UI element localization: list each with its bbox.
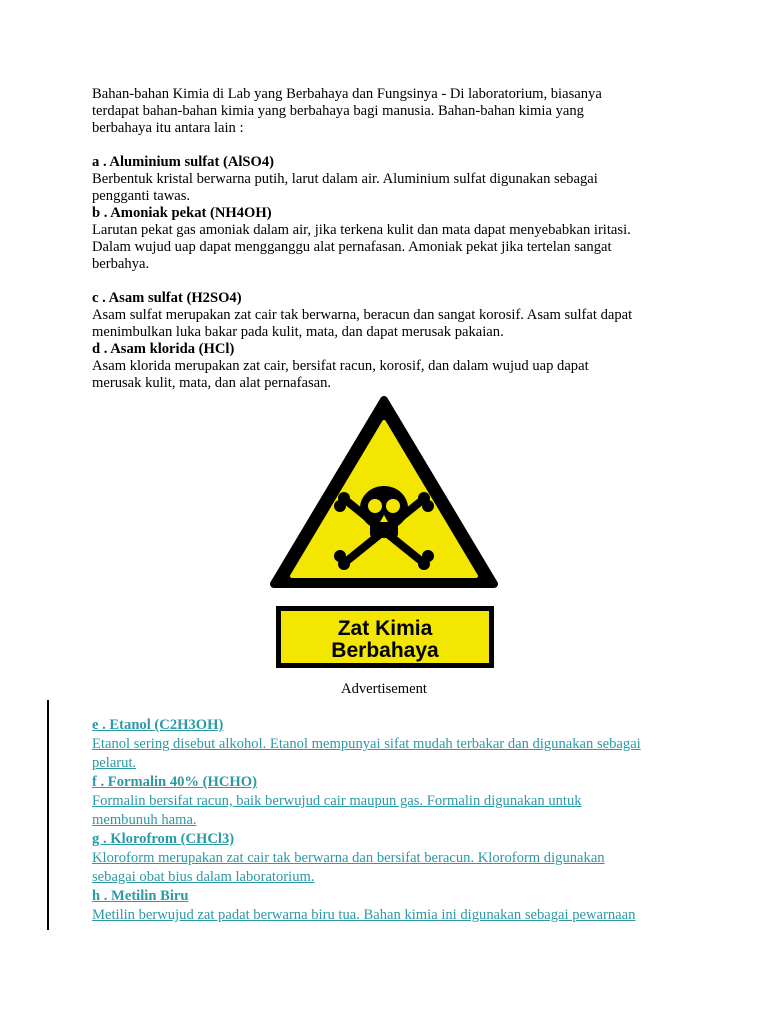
link-text[interactable]: pelarut. xyxy=(92,755,137,771)
link-heading-metilin-biru[interactable]: h . Metilin Biru xyxy=(92,888,189,904)
link-text[interactable]: Metilin berwujud zat padat berwarna biru tua. Bahan kimia ini digunakan sebagai pewarnaan xyxy=(92,907,636,923)
link-text[interactable]: Kloroform merupakan zat cair tak berwarna dan bersifat beracun. Kloroform digunakan xyxy=(92,850,605,866)
margin-rule xyxy=(47,700,49,930)
link-heading-formalin[interactable]: f . Formalin 40% (HCHO) xyxy=(92,774,257,790)
item-text: berbahya. xyxy=(92,256,150,272)
item-text: Dalam wujud uap dapat mengganggu alat pernafasan. Amoniak pekat jika tertelan sangat xyxy=(92,239,612,255)
item-heading-amoniak-pekat: b . Amoniak pekat (NH4OH) xyxy=(92,205,272,221)
advertisement-label: Advertisement xyxy=(341,681,427,697)
item-text: menimbulkan luka bakar pada kulit, mata, dan dapat merusak pakaian. xyxy=(92,324,504,340)
sign-label-line1: Zat Kimia xyxy=(337,617,433,640)
item-text: merusak kulit, mata, dan alat pernafasan. xyxy=(92,375,332,391)
intro-line: terdapat bahan-bahan kimia yang berbahaya bagi manusia. Bahan-bahan kimia yang xyxy=(92,103,584,119)
link-text[interactable]: Formalin bersifat racun, baik berwujud cair maupun gas. Formalin digunakan untuk xyxy=(92,793,582,809)
link-heading-etanol[interactable]: e . Etanol (C2H3OH) xyxy=(92,717,224,733)
item-heading-aluminium-sulfat: a . Aluminium sulfat (AlSO4) xyxy=(92,154,275,170)
hazard-sign-graphic xyxy=(268,392,500,670)
linked-items-section xyxy=(92,716,712,925)
article-body xyxy=(92,86,712,392)
item-text: Larutan pekat gas amoniak dalam air, jika terkena kulit dan mata dapat menyebabkan iritasi. xyxy=(92,222,631,238)
item-text: Berbentuk kristal berwarna putih, larut dalam air. Aluminium sulfat digunakan sebagai xyxy=(92,171,598,187)
item-text: Asam sulfat merupakan zat cair tak berwarna, beracun dan sangat korosif. Asam sulfat dapat xyxy=(92,307,633,323)
sign-label-line2: Berbahaya xyxy=(331,639,439,662)
link-text[interactable]: membunuh hama. xyxy=(92,812,197,828)
hazard-sign-image xyxy=(268,392,500,670)
link-text[interactable]: Etanol sering disebut alkohol. Etanol mempunyai sifat mudah terbakar dan digunakan sebagai xyxy=(92,736,641,752)
link-heading-kloroform[interactable]: g . Klorofrom (CHCl3) xyxy=(92,831,235,847)
item-text: pengganti tawas. xyxy=(92,188,191,204)
intro-line: Bahan-bahan Kimia di Lab yang Berbahaya dan Fungsinya - Di laboratorium, biasanya xyxy=(92,86,602,102)
intro-line: berbahaya itu antara lain : xyxy=(92,120,244,136)
link-text[interactable]: sebagai obat bius dalam laboratorium. xyxy=(92,869,315,885)
item-text: Asam klorida merupakan zat cair, bersifat racun, korosif, dan dalam wujud uap dapat xyxy=(92,358,589,374)
item-heading-asam-klorida: d . Asam klorida (HCl) xyxy=(92,341,235,357)
item-heading-asam-sulfat: c . Asam sulfat (H2SO4) xyxy=(92,290,242,306)
